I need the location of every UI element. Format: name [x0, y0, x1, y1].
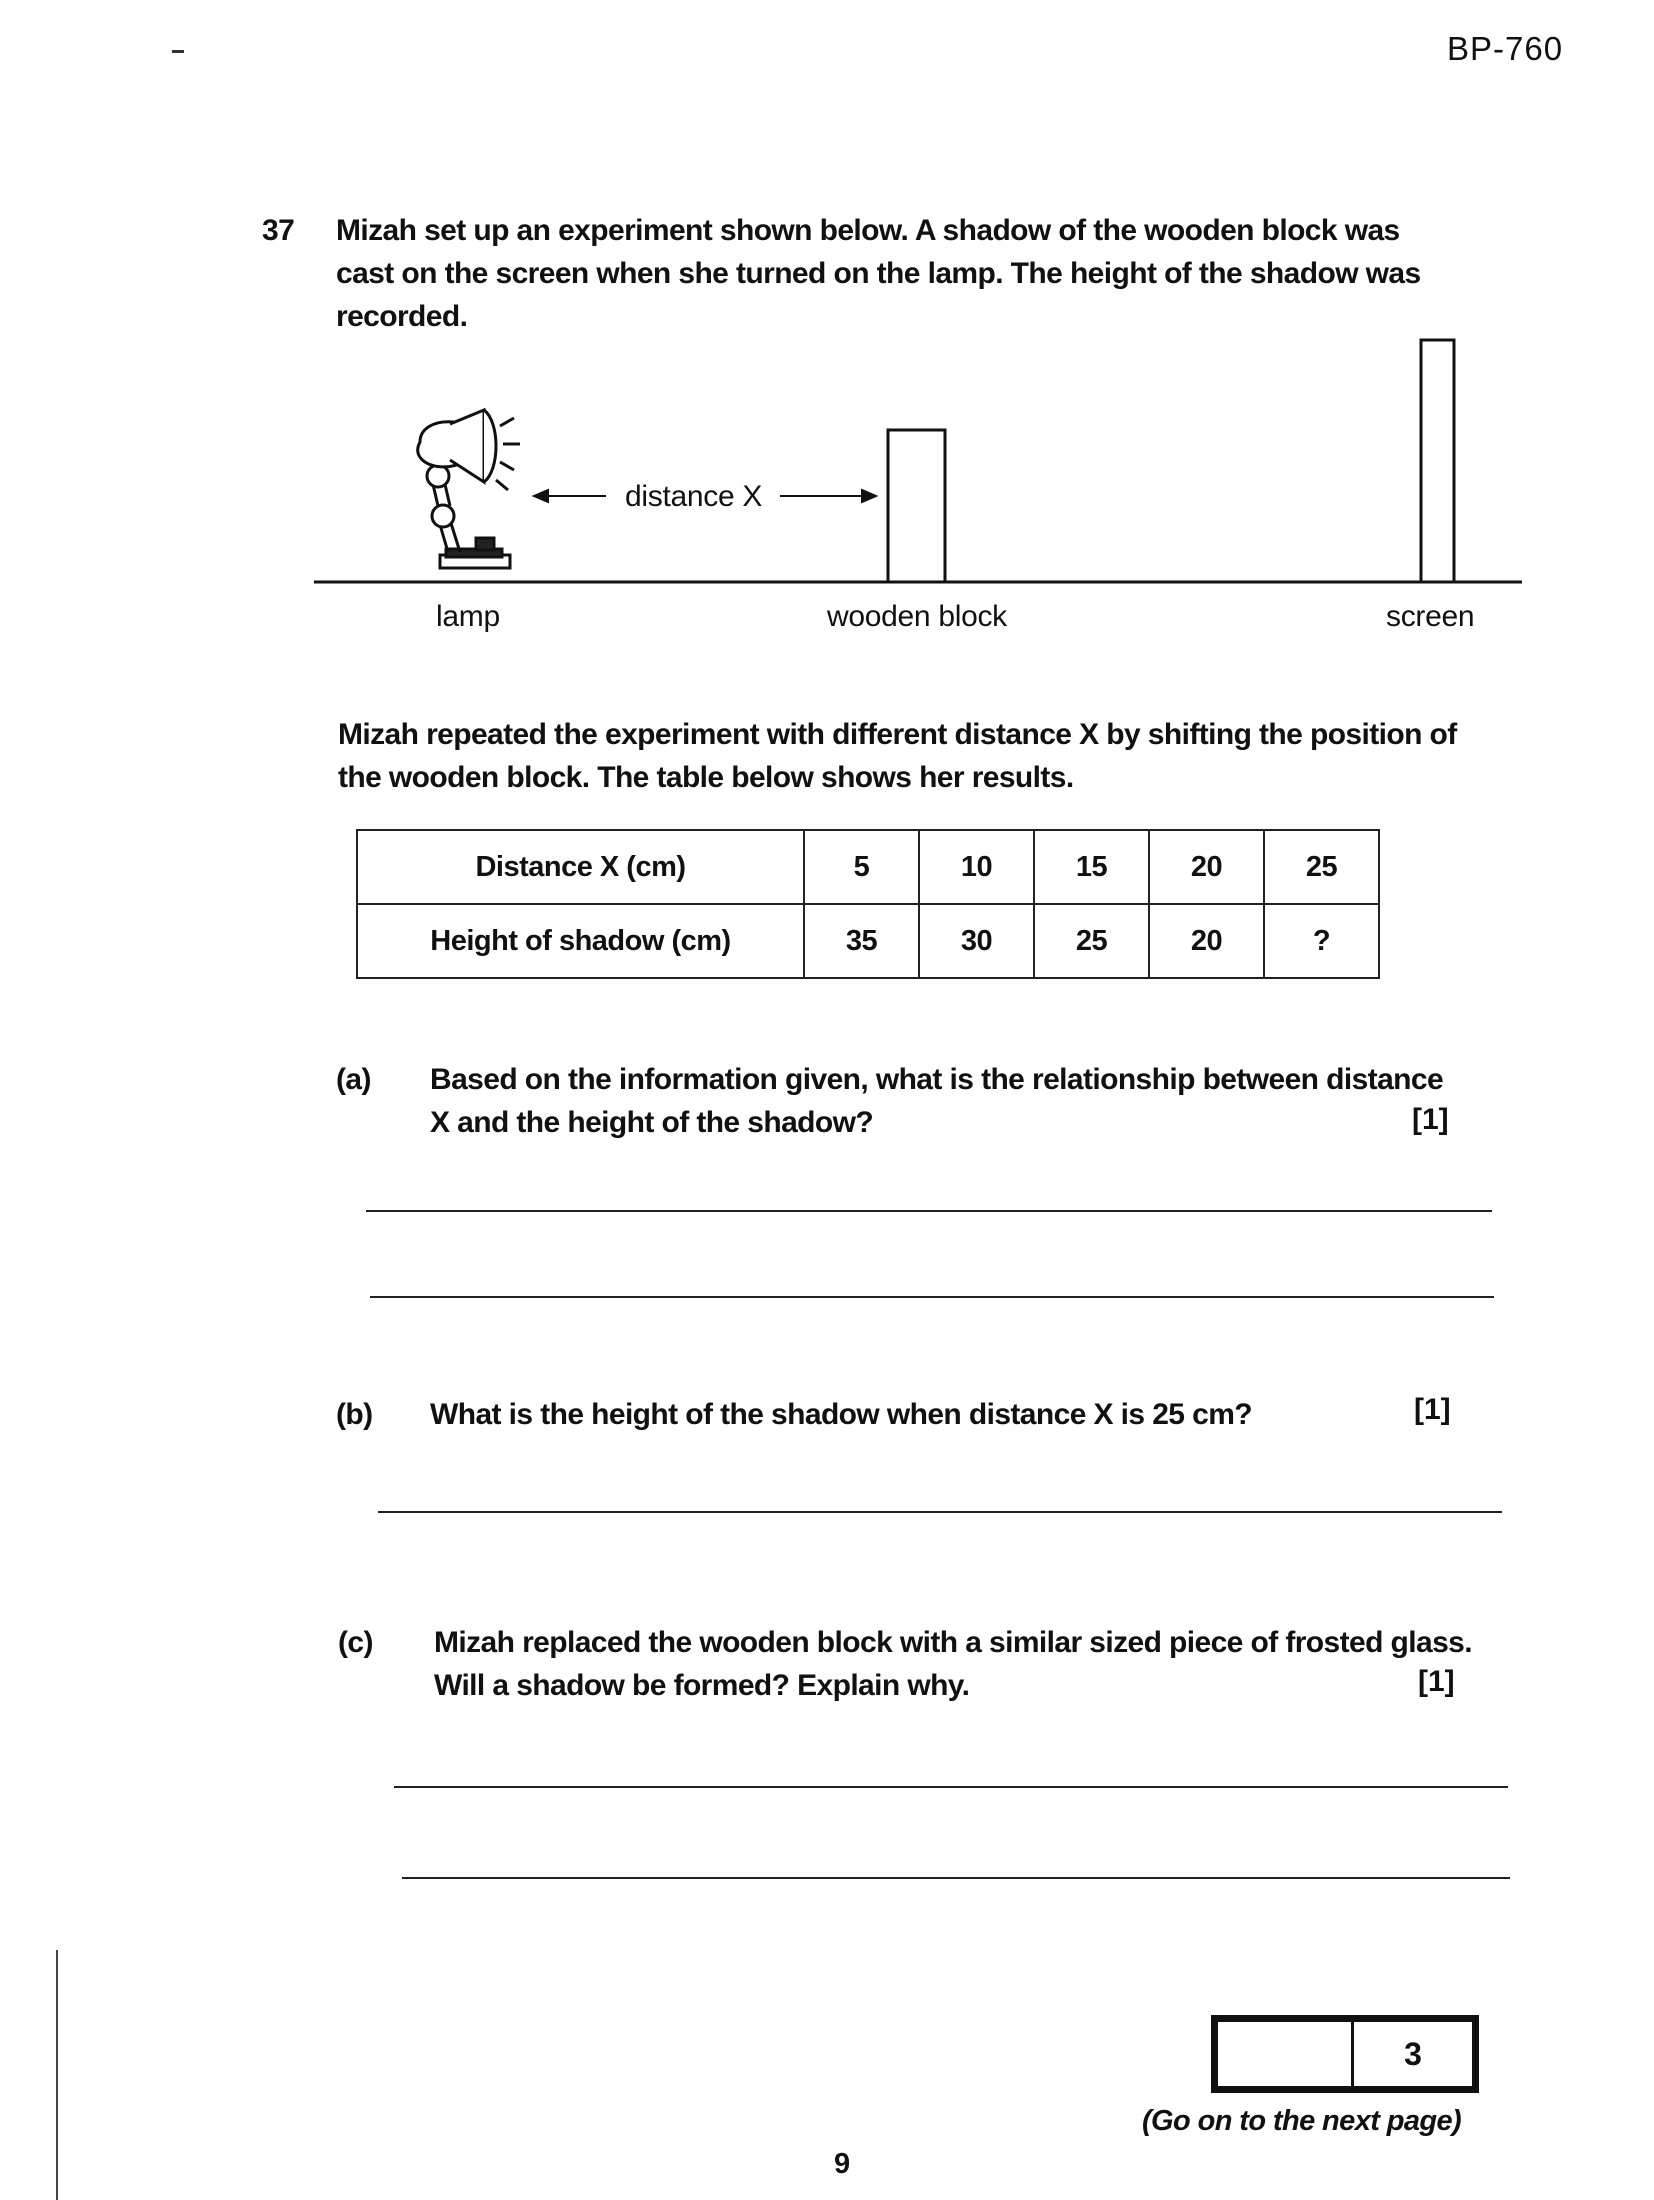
table-row: [357, 830, 1379, 904]
table-cell: 20: [1149, 904, 1264, 978]
part-c-marks: [1]: [1418, 1665, 1455, 1698]
part-c-line-1: Mizah replaced the wooden block with a similar sized piece of frosted glass.: [434, 1626, 1473, 1659]
table-cell: 20: [1149, 830, 1264, 904]
repeat-line-2: the wooden block. The table below shows her results.: [338, 761, 1074, 794]
left-margin-rule: [56, 1950, 58, 2200]
score-box: [1211, 2015, 1479, 2093]
score-box-blank[interactable]: [1214, 2018, 1354, 2090]
wooden-block-label: wooden block: [827, 600, 1007, 633]
intro-line-3: recorded.: [336, 300, 468, 333]
part-c-answer-line-2[interactable]: [402, 1877, 1510, 1879]
table-header-distance: Distance X (cm): [357, 830, 804, 904]
light-rays-icon: [496, 418, 520, 490]
table-cell: 25: [1264, 830, 1379, 904]
question-intro: [336, 209, 1516, 338]
wooden-block-shape: [888, 430, 945, 582]
part-a-answer-line-2[interactable]: [370, 1296, 1494, 1298]
table-cell: 35: [804, 904, 919, 978]
screen-label: screen: [1386, 600, 1475, 633]
table-row: [357, 904, 1379, 978]
go-on-note: (Go on to the next page): [1142, 2105, 1462, 2137]
part-a-line-1: Based on the information given, what is the relationship between distance: [430, 1063, 1444, 1096]
part-c-label: (c): [338, 1626, 373, 1659]
distance-x-label: distance X: [625, 480, 763, 513]
part-b-question: What is the height of the shadow when distance X is 25 cm?: [430, 1398, 1253, 1431]
table-cell: 30: [919, 904, 1034, 978]
part-b-answer-line[interactable]: [378, 1511, 1502, 1513]
document-code: BP-760: [1447, 30, 1564, 67]
screen-shape: [1421, 340, 1454, 582]
part-b-label: (b): [336, 1398, 373, 1431]
part-c-answer-line-1[interactable]: [394, 1786, 1508, 1788]
table-cell: 5: [804, 830, 919, 904]
distance-arrow-left: [534, 490, 606, 502]
question-number: 37: [262, 214, 295, 247]
table-cell: 25: [1034, 904, 1149, 978]
lamp-label: lamp: [436, 600, 500, 633]
distance-arrow-right: [780, 490, 876, 502]
table-cell: 10: [919, 830, 1034, 904]
part-a-marks: [1]: [1412, 1103, 1449, 1136]
intro-line-2: cast on the screen when she turned on the lamp. The height of the shadow was: [336, 257, 1421, 290]
page-number: 9: [834, 2148, 851, 2180]
scan-mark: [172, 50, 184, 53]
part-b-marks: [1]: [1414, 1393, 1451, 1426]
score-box-total: 3: [1354, 2018, 1476, 2090]
table-cell: 15: [1034, 830, 1149, 904]
part-a-answer-line-1[interactable]: [366, 1210, 1492, 1212]
part-c-question: [434, 1621, 1514, 1707]
repeat-text: [338, 713, 1538, 799]
results-table: [356, 829, 1380, 979]
table-cell: ?: [1264, 904, 1379, 978]
part-c-line-2: Will a shadow be formed? Explain why.: [434, 1669, 970, 1702]
part-a-line-2: X and the height of the shadow?: [430, 1106, 874, 1139]
lamp-icon: [418, 410, 510, 568]
part-a-label: (a): [336, 1063, 371, 1096]
intro-line-1: Mizah set up an experiment shown below. A shadow of the wooden block was: [336, 214, 1400, 247]
part-a-question: [430, 1058, 1490, 1144]
repeat-line-1: Mizah repeated the experiment with different distance X by shifting the position of: [338, 718, 1457, 751]
table-header-height: Height of shadow (cm): [357, 904, 804, 978]
